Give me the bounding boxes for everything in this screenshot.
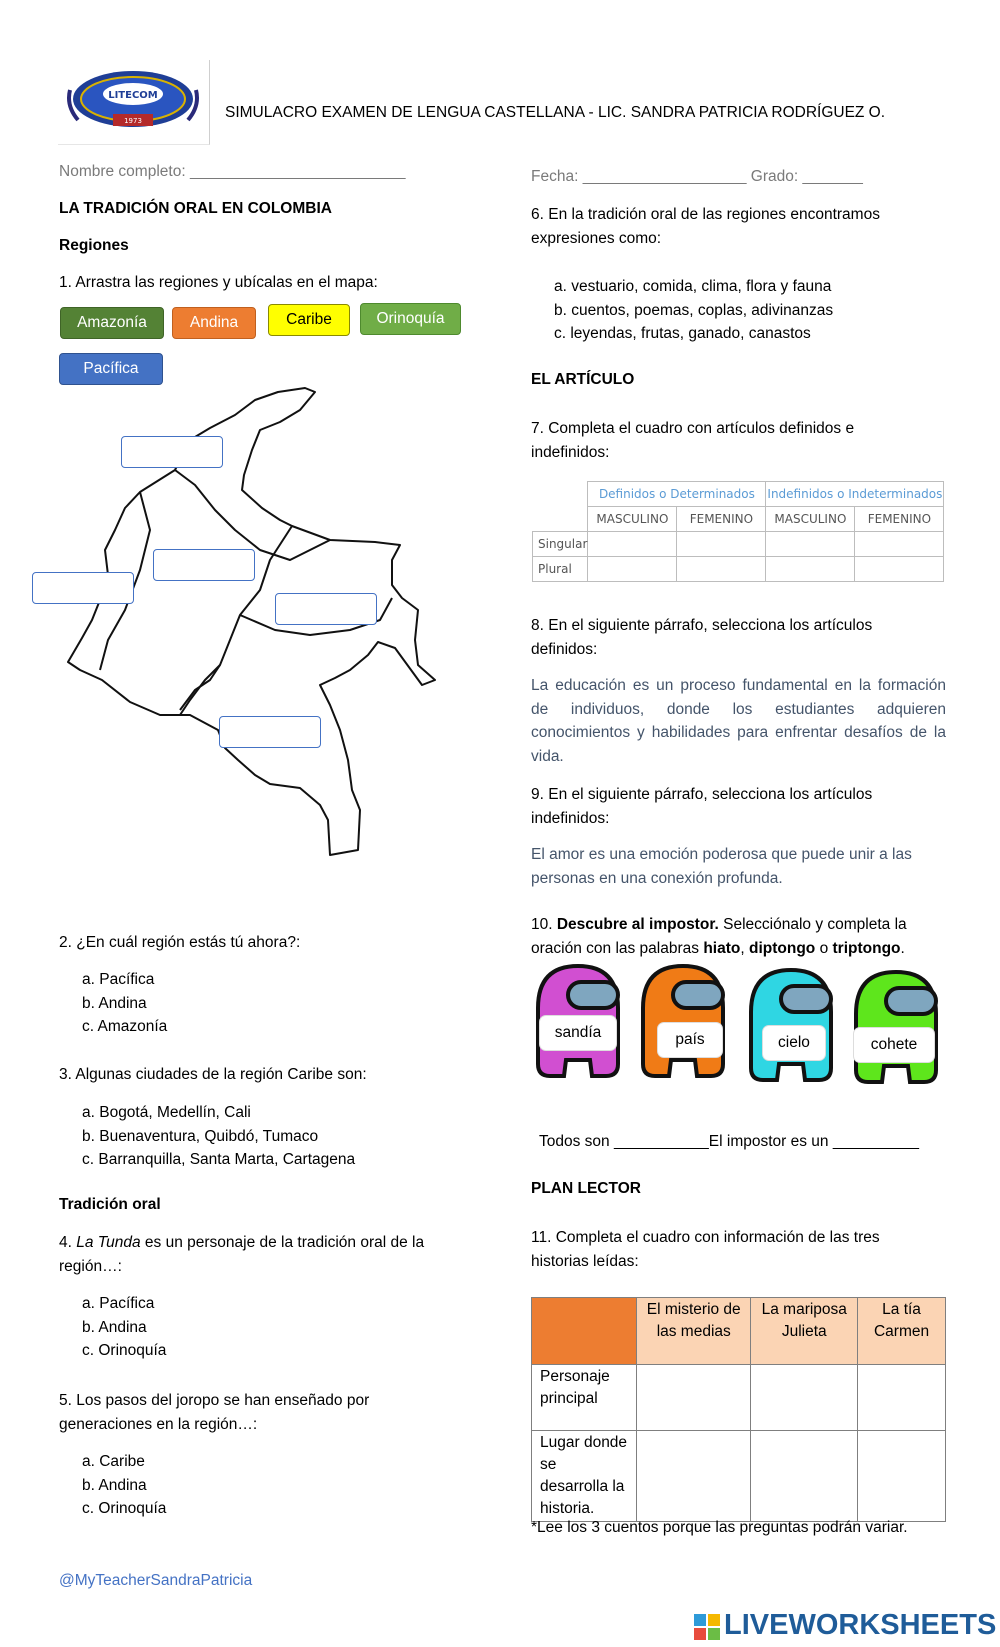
answer-cell[interactable] (855, 557, 944, 582)
school-logo (64, 66, 202, 134)
answer-cell[interactable] (677, 557, 766, 582)
answer-cell[interactable] (637, 1365, 751, 1431)
option[interactable]: c. leyendas, frutas, ganado, canastos (554, 325, 811, 342)
question-3-options (82, 1101, 355, 1172)
question-5-options (82, 1450, 166, 1521)
drop-zone-andina[interactable] (153, 549, 255, 581)
q10-word-diptongo: diptongo (748, 939, 816, 957)
section-title: LA TRADICIÓN ORAL EN COLOMBIA (59, 200, 332, 217)
question-2-options (82, 968, 167, 1039)
q10-end: . (900, 939, 905, 957)
drop-zone-amazonia[interactable] (219, 716, 321, 748)
impostor-orange (643, 966, 723, 1076)
chip-pacifica[interactable]: Pacífica (59, 353, 163, 385)
table-corner (533, 482, 588, 507)
impostor-word[interactable]: cielo (762, 1025, 826, 1061)
table-corner (532, 1298, 637, 1365)
q10-text: Selecciónalo y completa la oración con las palabras (531, 916, 907, 957)
column-header: El misterio de las medias (637, 1298, 751, 1365)
question-10-sentence[interactable]: Todos son ___________El impostor es un __________ (539, 1133, 920, 1150)
option[interactable]: b. Andina (82, 994, 147, 1012)
table-row (532, 1365, 946, 1431)
article-title: EL ARTÍCULO (531, 371, 635, 388)
question-6-options (554, 275, 833, 346)
row-label: Plural (533, 557, 588, 582)
brand-name[interactable]: LIVEWORKSHEETS (724, 1609, 997, 1641)
question-4 (59, 1231, 469, 1278)
question-7: 7. Completa el cuadro con artículos definidos e indefinidos: (531, 420, 855, 461)
answer-cell[interactable] (766, 557, 855, 582)
table-row (533, 532, 944, 557)
row-label: Lugar donde se desarrolla la historia. (532, 1431, 637, 1522)
q10-bold: Descubre al impostor. (556, 916, 719, 933)
q10-word-triptongo: triptongo (832, 939, 901, 957)
answer-cell[interactable] (588, 532, 677, 557)
question-10 (531, 913, 946, 960)
q10-word-hiato: hiato (703, 939, 741, 957)
oral-title: Tradición oral (59, 1196, 161, 1213)
drop-zone-orinoquia[interactable] (275, 593, 377, 625)
table-row (532, 1431, 946, 1522)
question-1: 1. Arrastra las regiones y ubícalas en el mapa: (59, 274, 378, 291)
impostor-word[interactable]: país (657, 1022, 723, 1058)
question-11: 11. Completa el cuadro con información de las tres historias leídas: (531, 1229, 880, 1270)
q10-number: 10. (531, 916, 557, 933)
paragraph-8[interactable]: La educación es un proceso fundamental en la formación de individuos, donde los estudiantes adquieren conocimientos y habilidades para enfrentar desafíos de la vida. (531, 677, 946, 765)
logo-text: LITECOM (108, 90, 158, 101)
question-8: 8. En el siguiente párrafo, selecciona los artículos definidos: (531, 617, 873, 658)
option[interactable]: a. Bogotá, Medellín, Cali (82, 1104, 251, 1121)
reading-note: *Lee los 3 cuentos porque las preguntas podrán variar. (531, 1519, 908, 1536)
regions-title: Regiones (59, 237, 129, 254)
column-header: FEMENINO (855, 507, 944, 532)
answer-cell[interactable] (751, 1431, 858, 1522)
option[interactable]: a. Pacífica (82, 1295, 155, 1312)
question-4-text: es un personaje de la tradición oral de la región…: (59, 1234, 425, 1275)
colombia-map (30, 380, 450, 880)
option[interactable]: c. Orinoquía (82, 1342, 167, 1359)
question-4-options (82, 1292, 166, 1363)
map-region-line (175, 470, 330, 560)
option[interactable]: c. Amazonía (82, 1018, 168, 1035)
question-4-italic: La Tunda (76, 1234, 141, 1251)
question-6: 6. En la tradición oral de las regiones encontramos expresiones como: (531, 206, 880, 247)
q10-sep: , (740, 939, 749, 957)
column-header: La mariposa Julieta (751, 1298, 858, 1365)
option[interactable]: a. Caribe (82, 1453, 145, 1470)
header-definidos: Definidos o Determinados (588, 482, 766, 507)
impostor-word[interactable]: sandía (539, 1015, 617, 1051)
option[interactable]: b. cuentos, poemas, coplas, adivinanzas (554, 301, 834, 319)
answer-cell[interactable] (858, 1365, 946, 1431)
option[interactable]: c. Barranquilla, Santa Marta, Cartagena (82, 1151, 356, 1168)
worksheet-title: SIMULACRO EXAMEN DE LENGUA CASTELLANA - LIC. SANDRA PATRICIA RODRÍGUEZ O. (225, 104, 886, 121)
column-header: MASCULINO (766, 507, 855, 532)
answer-cell[interactable] (637, 1431, 751, 1522)
option[interactable]: b. Buenaventura, Quibdó, Tumaco (82, 1127, 319, 1145)
impostor-word[interactable]: cohete (853, 1027, 935, 1063)
answer-cell[interactable] (751, 1365, 858, 1431)
answer-cell[interactable] (677, 532, 766, 557)
chip-caribe[interactable]: Caribe (268, 304, 350, 336)
answer-cell[interactable] (858, 1431, 946, 1522)
q10-sep: o (815, 939, 833, 957)
footer-handle[interactable]: @MyTeacherSandraPatricia (59, 1572, 253, 1589)
question-4-number: 4. (59, 1234, 77, 1251)
answer-cell[interactable] (766, 532, 855, 557)
name-field[interactable]: Nombre completo: _________________________ (59, 163, 406, 180)
column-header: La tía Carmen (858, 1298, 946, 1365)
paragraph-9[interactable]: El amor es una emoción poderosa que puede unir a las personas en una conexión profunda. (531, 846, 912, 887)
header-indefinidos: Indefinidos o Indeterminados (766, 482, 944, 507)
question-2: 2. ¿En cuál región estás tú ahora?: (59, 934, 301, 951)
date-grade-field[interactable]: Fecha: ___________________ Grado: _______ (531, 168, 863, 185)
chip-amazonia[interactable]: Amazonía (60, 307, 164, 339)
chip-andina[interactable]: Andina (172, 307, 256, 339)
column-header: FEMENINO (677, 507, 766, 532)
option[interactable]: c. Orinoquía (82, 1500, 167, 1517)
option[interactable]: b. Andina (82, 1318, 147, 1336)
option[interactable]: b. Andina (82, 1476, 147, 1494)
row-label: Personaje principal (532, 1365, 637, 1431)
logo-year: 1973 (124, 117, 142, 125)
row-label: Singular (533, 532, 588, 557)
drop-zone-caribe[interactable] (121, 436, 223, 468)
table-corner (533, 507, 588, 532)
chip-orinoquia[interactable]: Orinoquía (360, 303, 461, 335)
option[interactable]: a. vestuario, comida, clima, flora y fauna (554, 278, 832, 295)
table-row (533, 557, 944, 582)
answer-cell[interactable] (855, 532, 944, 557)
option[interactable]: a. Pacífica (82, 971, 155, 988)
column-header: MASCULINO (588, 507, 677, 532)
answer-cell[interactable] (588, 557, 677, 582)
liveworksheets-icon (694, 1614, 720, 1640)
drop-zone-pacifica[interactable] (32, 572, 134, 604)
question-3: 3. Algunas ciudades de la región Caribe son: (59, 1066, 367, 1083)
article-table (532, 481, 944, 582)
plan-table (531, 1297, 946, 1522)
question-5: 5. Los pasos del joropo se han enseñado por generaciones en la región…: (59, 1392, 370, 1433)
plan-title: PLAN LECTOR (531, 1180, 641, 1197)
question-9: 9. En el siguiente párrafo, selecciona los artículos indefinidos: (531, 786, 873, 827)
